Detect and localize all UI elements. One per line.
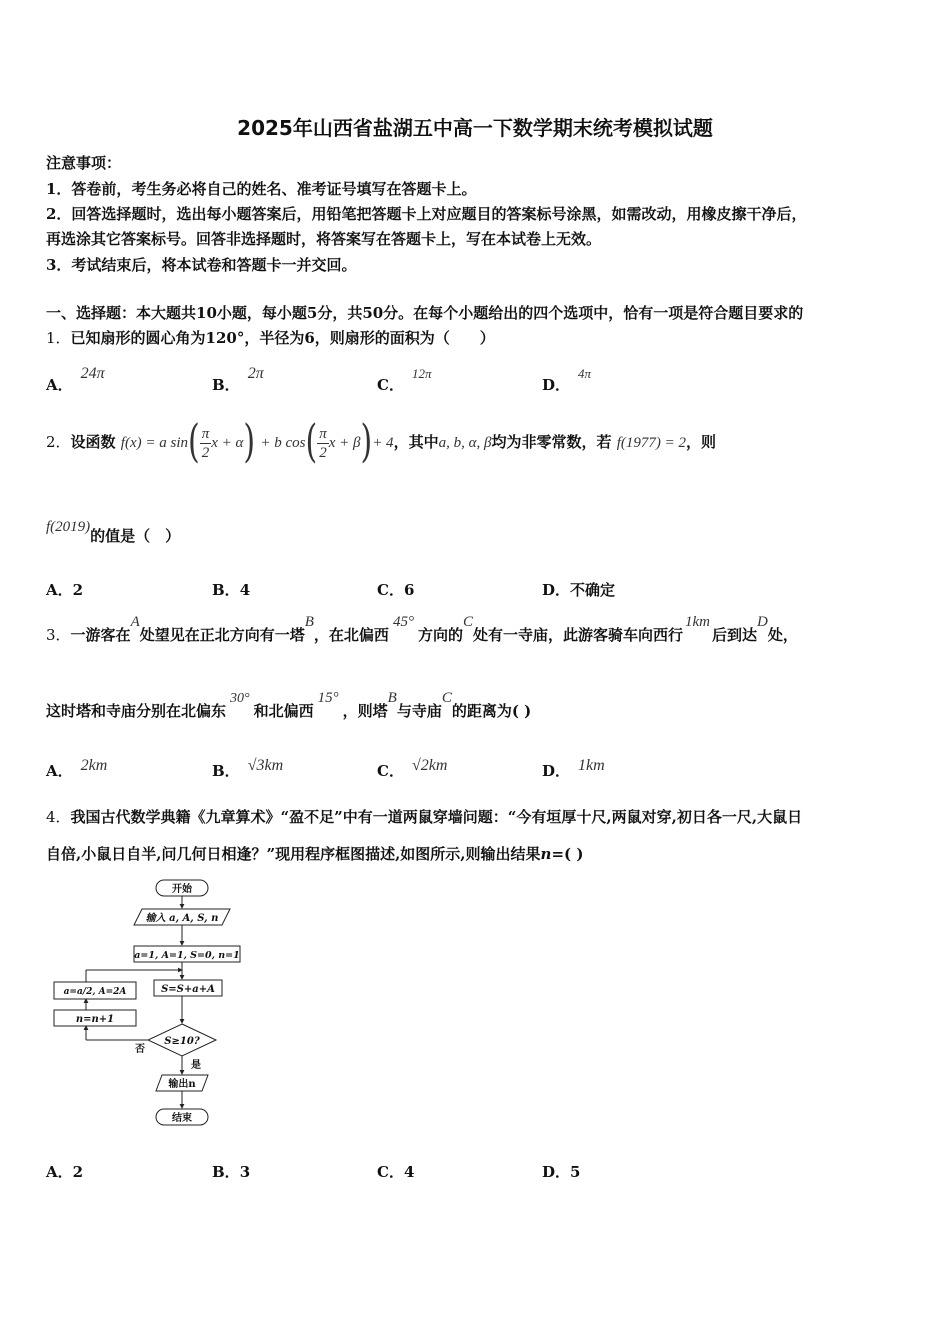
q1-option-c-value: 12π: [411, 366, 432, 381]
q2-option-b-label: B．: [212, 581, 240, 599]
q3-number: 3．: [46, 626, 71, 644]
q1-option-d[interactable]: [542, 366, 592, 395]
q3-option-d-value: 1km: [578, 757, 605, 774]
q4-option-a[interactable]: [46, 1161, 83, 1182]
q3-t10: ，则塔: [342, 702, 388, 720]
question-3: [46, 614, 798, 645]
q3-t12: 的距离为( ): [451, 702, 532, 720]
q2-cond: f(1977) = 2: [616, 435, 686, 451]
left-paren-icon: (: [305, 416, 318, 469]
q2-vars: a, b, α, β: [438, 435, 492, 451]
q3-t3: ，在北偏西: [313, 626, 389, 644]
q1-option-b-label: B．: [212, 376, 240, 394]
q3-option-c-value: √2km: [411, 757, 448, 774]
q2-frac-1-den: 2: [201, 444, 210, 461]
flow-update-text: S=S+a+A: [161, 984, 215, 995]
question-4: [46, 806, 802, 827]
notice-item-2-cont: 再选涂其它答案标号。回答非选择题时，将答案写在答题卡上，写在本试卷上无效。: [46, 230, 602, 248]
question-4-cont: [46, 843, 583, 864]
q2-f-lhs: f(x) = a sin: [120, 435, 188, 451]
q3-deg45: 45°: [392, 614, 414, 630]
q1-option-a-label: A．: [46, 376, 73, 394]
flow-incr-text: n=n+1: [75, 1014, 115, 1025]
q2-frac-2-num: π: [319, 425, 327, 442]
q3-option-b[interactable]: [212, 757, 284, 781]
q3-option-a-label: A．: [46, 762, 73, 780]
q2-arg-1: x + α: [211, 435, 244, 451]
q4-option-c-label: C．: [377, 1163, 404, 1181]
q4-line2-end: =( ): [551, 845, 584, 863]
flow-output-text: 输出n: [168, 1079, 196, 1090]
question-3-cont: [46, 690, 532, 721]
q2-frac-1-num: π: [201, 425, 210, 442]
notice-item-3: 3．考试结束后，将本试卷和答题卡一并交回。: [46, 256, 357, 274]
flow-no-label: 否: [135, 1044, 145, 1055]
q3-option-d[interactable]: [542, 757, 605, 781]
left-paren-icon: (: [188, 416, 200, 469]
q4-option-c[interactable]: [377, 1161, 414, 1182]
q2-f2019: f(2019): [46, 519, 91, 535]
q3-point-a: A: [130, 614, 140, 630]
q2-then: ，则: [685, 433, 716, 451]
q3-point-c: C: [462, 614, 473, 630]
q3-option-a-value: 2km: [80, 757, 108, 774]
q4-option-d-value: 5: [570, 1163, 581, 1181]
q2-option-d[interactable]: [542, 579, 615, 600]
q2-arg-2: x + β: [328, 435, 361, 451]
q1-option-c[interactable]: [377, 366, 432, 395]
q4-option-a-label: A．: [46, 1163, 73, 1181]
q1-option-c-label: C．: [377, 376, 404, 394]
page-title: 2025年山西省盐湖五中高一下数学期末统考模拟试题: [237, 116, 713, 140]
q3-t6: 后到达: [711, 626, 757, 644]
question-2-cont: [46, 520, 180, 553]
q2-option-a-label: A．: [46, 581, 73, 599]
q2-option-c-value: 6: [403, 581, 415, 599]
q1-option-a-value: 24π: [80, 365, 105, 382]
q3-t5: 处有一寺庙，此游客骑车向西行: [472, 626, 683, 644]
flow-cond-text: S≥10?: [164, 1036, 200, 1047]
q3-point-b: B: [304, 614, 314, 630]
q4-number: 4．: [46, 808, 71, 826]
q3-point-d: D: [757, 614, 768, 630]
q1-option-d-value: 4π: [578, 366, 592, 381]
notice-heading: 注意事项：: [46, 154, 122, 172]
q2-number: 2．: [46, 433, 71, 451]
flow-end-text: 结束: [172, 1113, 192, 1124]
q1-option-a[interactable]: [46, 365, 105, 395]
q3-t1: 一游客在: [70, 626, 131, 644]
q2-mid: + b cos: [260, 435, 306, 451]
q3-t7: 处，: [767, 626, 798, 644]
q3-t11: 与寺庙: [396, 702, 442, 720]
q2-option-b[interactable]: [212, 579, 250, 600]
q2-option-a[interactable]: [46, 579, 83, 600]
q2-option-d-label: D．: [542, 581, 571, 599]
q3-t8: 这时塔和寺庙分别在北偏东: [46, 702, 227, 720]
question-1: [46, 327, 495, 348]
q2-pre: 设函数: [70, 433, 116, 451]
q3-deg30: 30°: [230, 691, 250, 706]
q3-t9: 和北偏西: [253, 702, 314, 720]
q2-option-c[interactable]: [377, 579, 414, 600]
q4-option-b-value: 3: [239, 1163, 251, 1181]
q1-option-b[interactable]: [212, 365, 264, 395]
q2-frac-1: [200, 425, 212, 462]
q3-deg15: 15°: [317, 690, 339, 706]
right-paren-icon: ): [243, 416, 256, 469]
q4-n: n: [540, 845, 552, 863]
flow-yes-label: 是: [191, 1060, 201, 1071]
flow-start-text: 开始: [172, 884, 192, 895]
q1-option-d-label: D．: [542, 376, 571, 394]
q4-line2: 自倍,小鼠日自半,问几何日相逢？”现用程序框图描述,如图所示,则输出结果: [46, 845, 541, 863]
q4-line1: 我国古代数学典籍《九章算术》“盈不足”中有一道两鼠穿墙问题：“今有垣厚十尺,两鼠对穿,初日各一尺,大鼠日: [70, 808, 803, 826]
q3-option-a[interactable]: [46, 757, 108, 781]
q2-frac-2-den: 2: [319, 444, 327, 461]
section-heading: 一、选择题：本大题共10小题，每小题5分，共50分。在每个小题给出的四个选项中，恰有一项是符合题目要求的: [46, 304, 804, 322]
notice-item-2: 2．回答选择题时，选出每小题答案后，用铅笔把答题卡上对应题目的答案标号涂黑，如需改动，用橡皮擦干净后，: [46, 205, 807, 223]
q3-point-b-2: B: [387, 690, 397, 706]
q4-option-b-label: B．: [212, 1163, 240, 1181]
right-paren-icon: ): [360, 416, 373, 469]
q4-option-b[interactable]: [212, 1161, 250, 1182]
q2-cond-text: 均为非零常数，若: [491, 433, 612, 451]
q1-text: 已知扇形的圆心角为120°，半径为6，则扇形的面积为（ ）: [70, 329, 495, 347]
flow-halve-text: a=a/2, A=2A: [63, 987, 127, 997]
flow-init-text: a=1, A=1, S=0, n=1: [134, 950, 240, 961]
q3-option-b-label: B．: [212, 762, 240, 780]
q2-tail: + 4: [372, 435, 394, 451]
q2-option-a-value: 2: [72, 581, 84, 599]
q2-mid-text: ，其中: [393, 433, 439, 451]
q2-frac-2: [317, 425, 329, 462]
notice-item-1: 1．答卷前，考生务必将自己的姓名、准考证号填写在答题卡上。: [46, 180, 477, 198]
q3-option-d-label: D．: [542, 762, 571, 780]
q4-option-d[interactable]: [542, 1161, 580, 1182]
q3-point-c-2: C: [441, 690, 452, 706]
q2-option-d-value: 不确定: [570, 581, 616, 599]
q2-option-c-label: C．: [377, 581, 404, 599]
q4-option-d-label: D．: [542, 1163, 571, 1181]
q4-option-a-value: 2: [72, 1163, 84, 1181]
q3-t4: 方向的: [417, 626, 463, 644]
flow-input-text: 输入 a, A, S, n: [145, 913, 219, 924]
q3-t2: 处望见在正北方向有一塔: [139, 626, 305, 644]
q3-km1: 1km: [684, 614, 710, 630]
question-2: [46, 416, 716, 469]
q3-option-b-value: √3km: [247, 757, 284, 774]
q2-option-b-value: 4: [239, 581, 251, 599]
q3-option-c[interactable]: [377, 757, 448, 781]
q3-option-c-label: C．: [377, 762, 404, 780]
q2-ask: 的值是（ ）: [90, 527, 181, 545]
q1-option-b-value: 2π: [247, 365, 264, 382]
q4-option-c-value: 4: [403, 1163, 415, 1181]
q1-number: 1．: [46, 329, 71, 347]
flowchart: [44, 872, 254, 1137]
